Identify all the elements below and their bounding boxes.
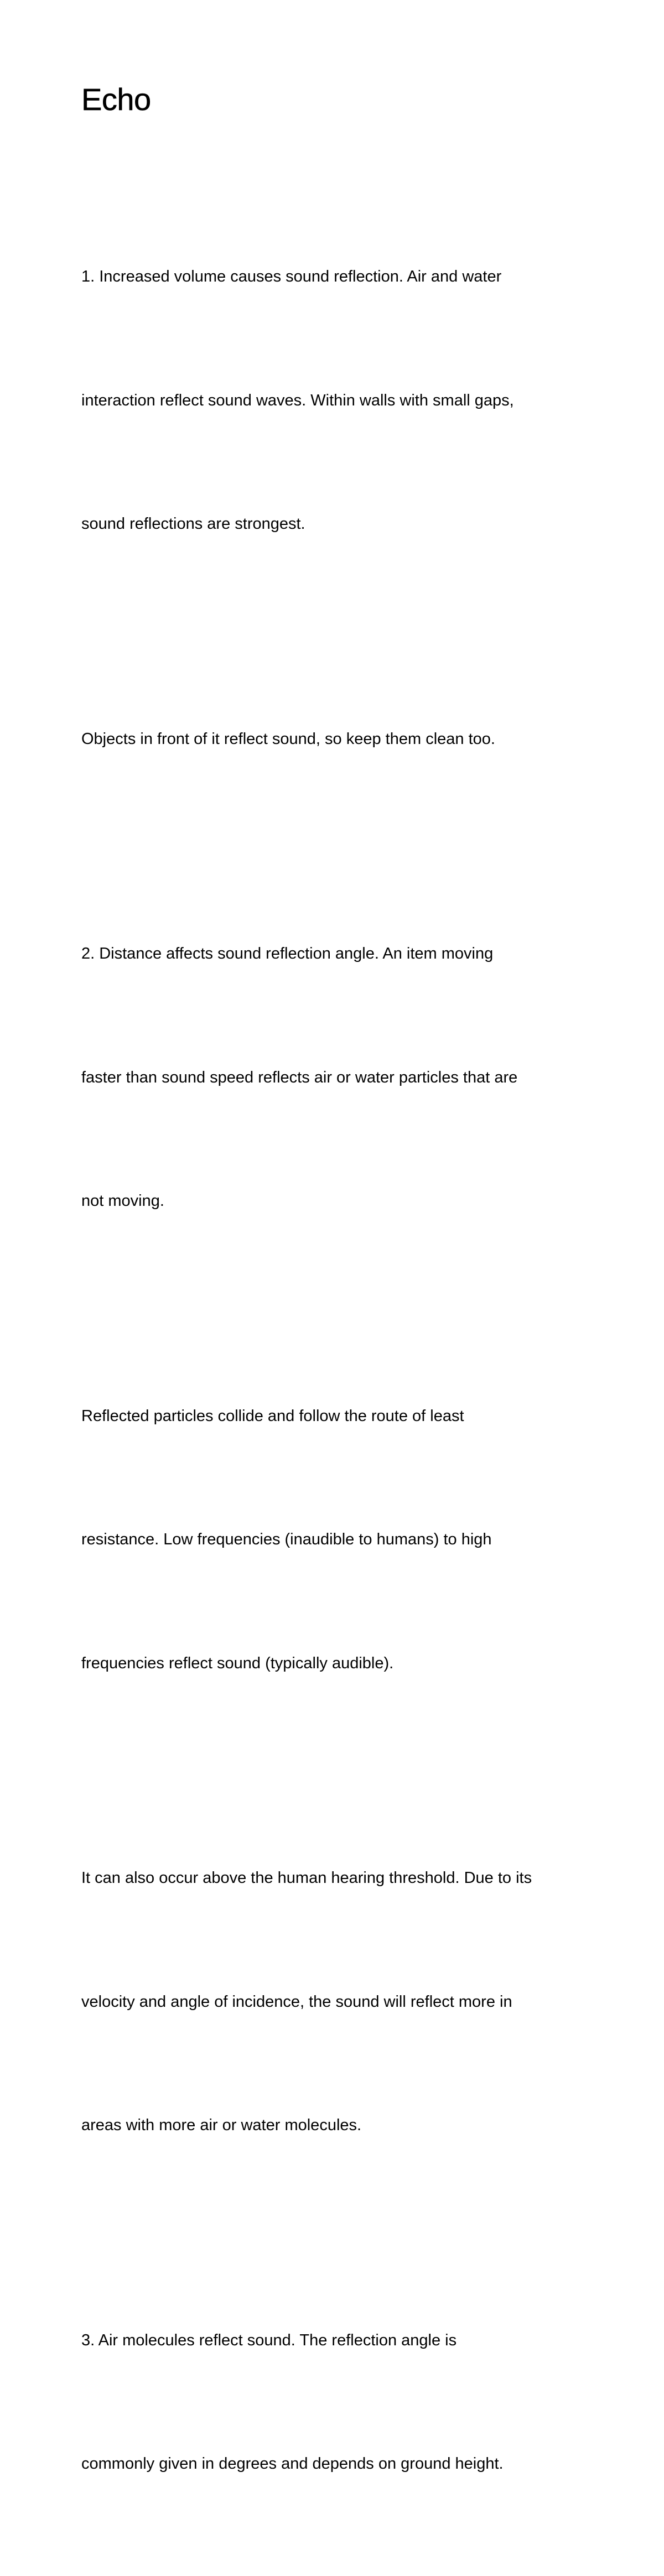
- paragraph-4: [81, 1313, 601, 1767]
- document-title: Echo: [81, 82, 151, 117]
- paragraph-6: [81, 2237, 601, 2567]
- text-line: Objects in front of it reflect sound, so keep them clean too.: [81, 730, 495, 748]
- paragraph-5: [81, 1775, 601, 2229]
- text-line: areas with more air or water molecules.: [81, 2116, 362, 2134]
- text-line: sound reflections are strongest.: [81, 515, 305, 533]
- text-line: commonly given in degrees and depends on ground height.: [81, 2455, 504, 2473]
- text-line: 2. Distance affects sound reflection angle. An item moving: [81, 945, 494, 962]
- paragraph-3: [81, 851, 601, 1304]
- text-line: interaction reflect sound waves. Within walls with small gaps,: [81, 391, 514, 409]
- text-line: 3. Air molecules reflect sound. The reflection angle is: [81, 2331, 457, 2349]
- text-line: not moving.: [81, 1192, 164, 1210]
- text-line: Reflected particles collide and follow the route of least: [81, 1407, 464, 1425]
- document-page: [81, 77, 601, 2576]
- text-line: frequencies reflect sound (typically audible).: [81, 1654, 394, 1672]
- paragraph-1: [81, 174, 601, 627]
- text-line: 1. Increased volume causes sound reflection. Air and water: [81, 268, 502, 285]
- paragraph-2: [81, 636, 601, 842]
- text-line: velocity and angle of incidence, the sound will reflect more in: [81, 1992, 512, 2011]
- document-body: [81, 174, 601, 2567]
- text-line: faster than sound speed reflects air or water particles that are: [81, 1068, 518, 1086]
- text-line: resistance. Low frequencies (inaudible to humans) to high: [81, 1531, 492, 1548]
- text-line: It can also occur above the human hearing threshold. Due to its: [81, 1869, 532, 1887]
